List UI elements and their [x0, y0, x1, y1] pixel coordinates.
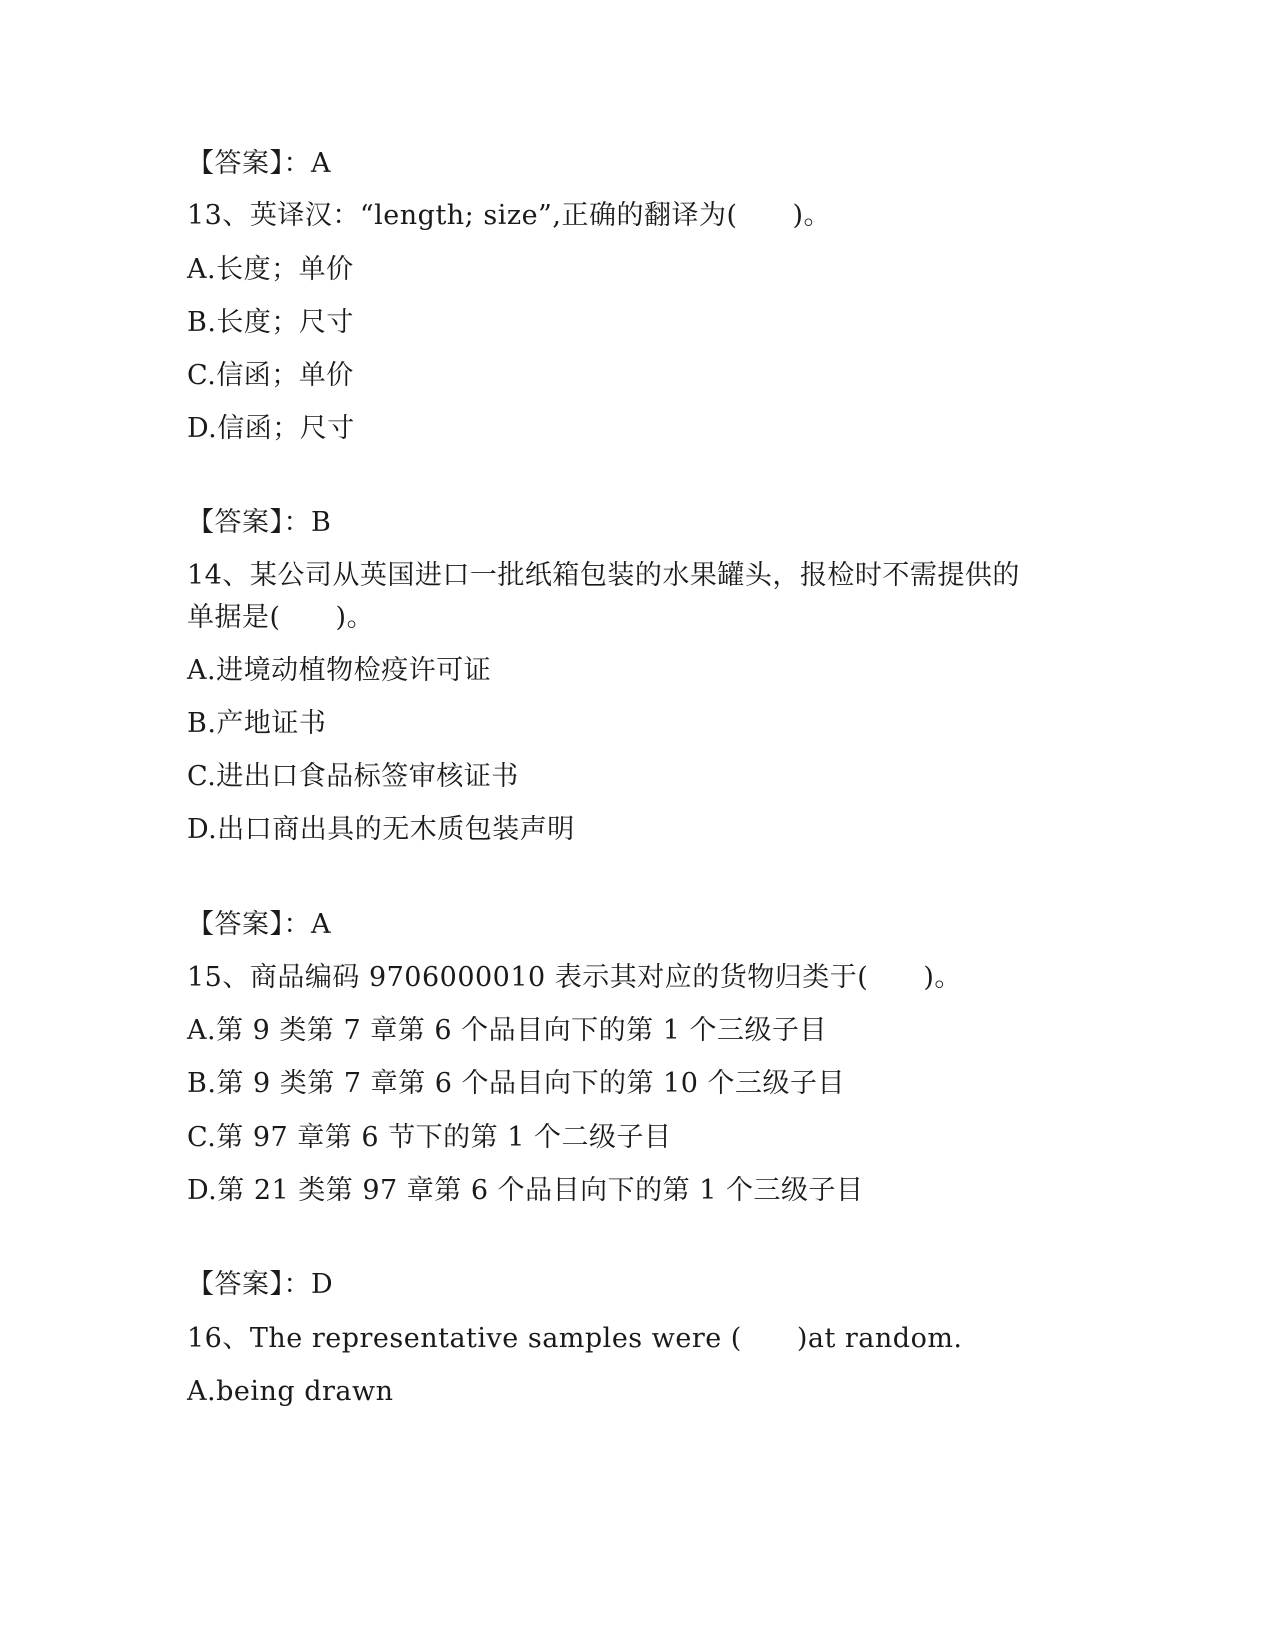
option-13-b: B.长度；尺寸: [187, 307, 354, 338]
question-14-line-1: 14、某公司从英国进口一批纸箱包装的水果罐头，报检时不需提供的: [187, 560, 1020, 591]
option-15-a: A.第 9 类第 7 章第 6 个品目向下的第 1 个三级子目: [187, 1015, 827, 1046]
option-14-c: C.进出口食品标签审核证书: [187, 761, 519, 792]
option-14-d: D.出口商出具的无木质包装声明: [187, 814, 575, 845]
question-13: 13、英译汉：“length; size”,正确的翻译为( )。: [187, 200, 832, 231]
answer-15: 【答案】：D: [187, 1269, 334, 1300]
option-15-c: C.第 97 章第 6 节下的第 1 个二级子目: [187, 1122, 672, 1153]
option-15-d: D.第 21 类第 97 章第 6 个品目向下的第 1 个三级子目: [187, 1175, 864, 1206]
answer-12: 【答案】：A: [187, 148, 331, 179]
option-13-d: D.信函；尺寸: [187, 413, 355, 444]
answer-14: 【答案】：A: [187, 909, 331, 940]
option-14-a: A.进境动植物检疫许可证: [187, 655, 492, 686]
option-14-b: B.产地证书: [187, 708, 327, 739]
question-14-line-2: 单据是( )。: [187, 602, 375, 633]
question-15: 15、商品编码 9706000010 表示其对应的货物归类于( )。: [187, 962, 962, 993]
option-13-c: C.信函；单价: [187, 360, 354, 391]
question-16: 16、The representative samples were ( )at random.: [187, 1323, 963, 1354]
option-16-a: A.being drawn: [187, 1376, 394, 1407]
option-15-b: B.第 9 类第 7 章第 6 个品目向下的第 10 个三级子目: [187, 1068, 845, 1099]
option-13-a: A.长度；单价: [187, 254, 354, 285]
answer-13: 【答案】：B: [187, 507, 332, 538]
